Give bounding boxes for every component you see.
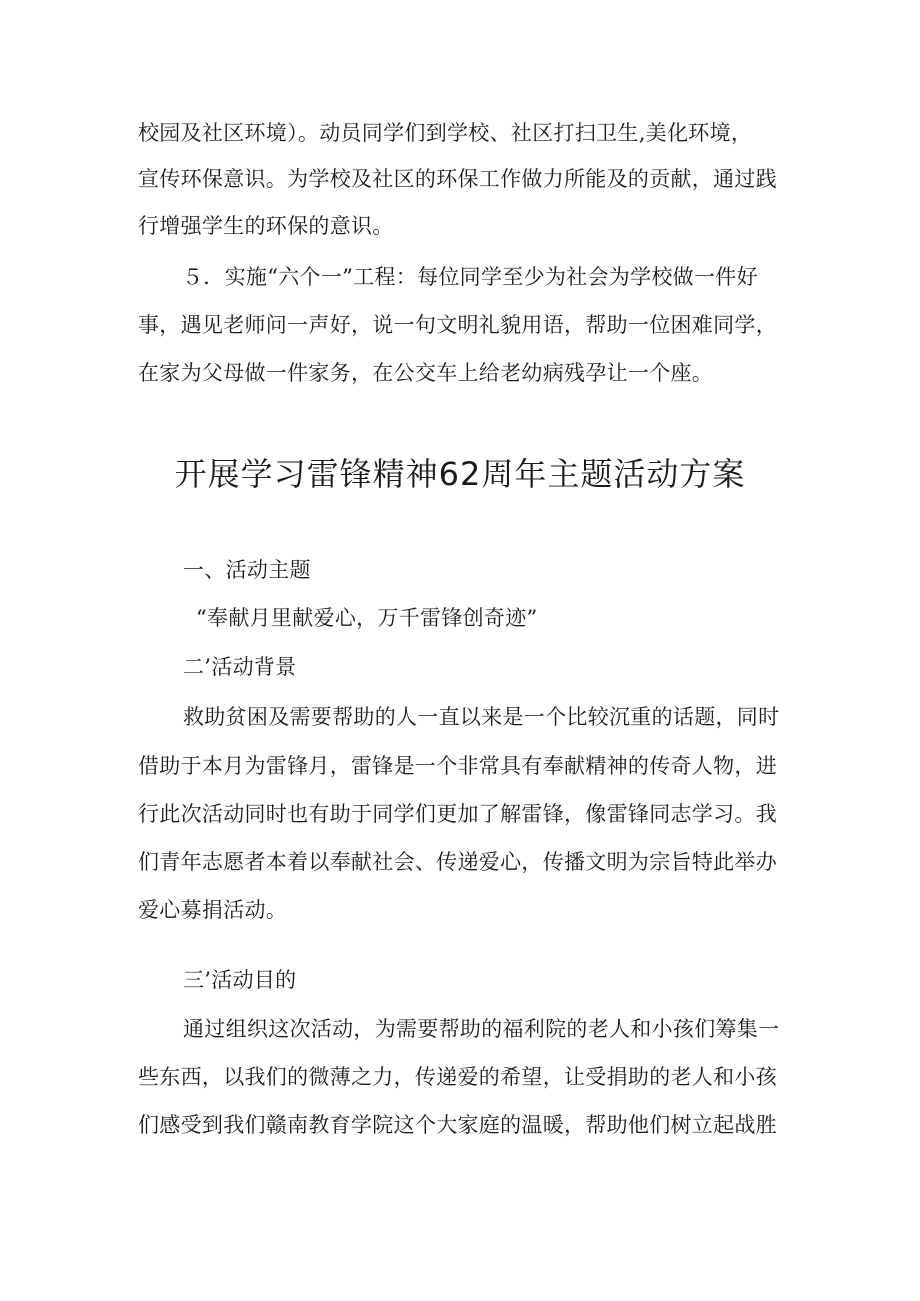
paragraph-line: 事，遇见老师问一声好，说一句文明礼貌用语，帮助一位困难同学， <box>138 313 777 337</box>
section-heading: 一、活动主题 <box>183 558 311 582</box>
section-heading: 三’活动目的 <box>183 968 297 992</box>
paragraph-line: 宣传环保意识。为学校及社区的环保工作做力所能及的贡献，通过践 <box>138 167 777 191</box>
paragraph-line: 通过组织这次活动，为需要帮助的福利院的老人和小孩们筹集一 <box>183 1017 780 1041</box>
paragraph-line: 些东西，以我们的微薄之力，传递爱的希望，让受捐助的老人和小孩 <box>138 1065 777 1089</box>
section-heading: 二’活动背景 <box>183 655 297 679</box>
paragraph-line: 行此次活动同时也有助于同学们更加了解雷锋，像雷锋同志学习。我 <box>138 802 777 826</box>
paragraph-line: 校园及社区环境）。动员同学们到学校、社区打扫卫生,美化环境， <box>138 121 753 145</box>
paragraph-line: 救助贫困及需要帮助的人一直以来是一个比较沉重的话题，同时 <box>183 705 780 729</box>
paragraph-line: 爱心募捐活动。 <box>138 898 288 922</box>
paragraph-line: 行增强学生的环保的意识。 <box>138 214 394 238</box>
section-quote: “奉献月里献爱心，万千雷锋创奇迹” <box>196 606 538 630</box>
paragraph-line: 在家为父母做一件家务，在公交车上给老幼病残孕让一个座。 <box>138 361 714 385</box>
paragraph-line: 们感受到我们赣南教育学院这个大家庭的温暖，帮助他们树立起战胜 <box>138 1113 777 1137</box>
paragraph-line: 们青年志愿者本着以奉献社会、传递爱心，传播文明为宗旨特此举办 <box>138 850 777 874</box>
document-title: 开展学习雷锋精神62周年主题活动方案 <box>174 455 746 493</box>
paragraph-line: ５．实施“六个一”工程：每位同学至少为社会为学校做一件好 <box>182 265 758 289</box>
paragraph-line: 借助于本月为雷锋月，雷锋是一个非常具有奉献精神的传奇人物，进 <box>138 754 777 778</box>
